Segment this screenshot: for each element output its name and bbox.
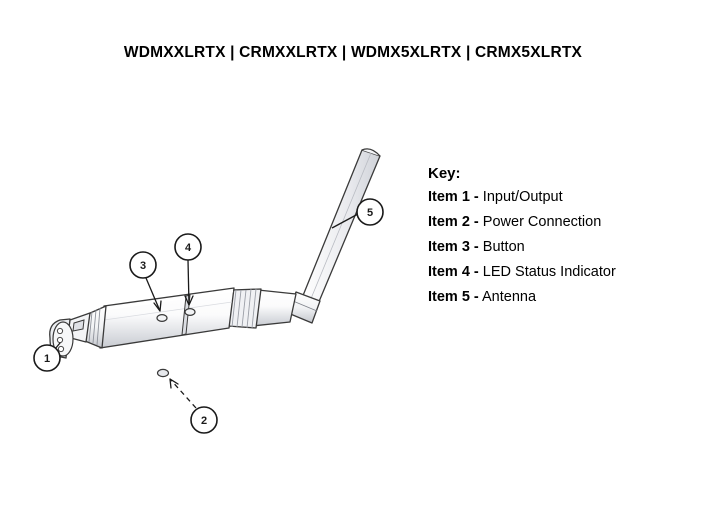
callout-4 (175, 234, 201, 260)
page-title: WDMXXLRTX | CRMXXLRTX | WDMX5XLRTX | CRMX5XLRTX (123, 44, 583, 61)
callout-3 (130, 252, 156, 278)
callout-5-label: 5 (366, 207, 374, 219)
key-item-5 (428, 285, 698, 310)
key-item-4-value: LED Status Indicator (482, 264, 616, 280)
callout-3-label: 3 (139, 260, 147, 272)
antenna-part (288, 149, 380, 323)
key-item-1-value: Input/Output (482, 189, 563, 205)
key-item-2-value: Power Connection (482, 214, 602, 230)
key-item-5-value: Antenna (482, 289, 537, 305)
callout-2 (191, 407, 217, 433)
callout-5 (357, 199, 383, 225)
key-heading: Key: (428, 165, 461, 182)
wireless-transceiver-diagram (0, 90, 430, 490)
key-item-4-label: Item 4 - (428, 264, 479, 280)
key-item-1-label: Item 1 - (428, 189, 479, 205)
callout-1 (34, 345, 60, 371)
led-indicator-feature (185, 309, 195, 316)
diagram-svg (0, 90, 430, 490)
key-item-4 (428, 260, 698, 285)
key-item-2-label: Item 2 - (428, 214, 479, 230)
callout-4-label: 4 (184, 242, 192, 254)
key-item-2 (428, 210, 698, 235)
button-feature (157, 315, 167, 322)
key-item-3 (428, 235, 698, 260)
callout-2-label: 2 (200, 415, 208, 427)
key-item-3-value: Button (482, 239, 525, 255)
key-item-1 (428, 185, 698, 210)
key-item-3-label: Item 3 - (428, 239, 479, 255)
power-connection-feature (158, 369, 169, 376)
callout-1-label: 1 (43, 353, 51, 365)
key-item-5-label: Item 5 - (428, 289, 479, 305)
key-legend (428, 165, 698, 310)
transceiver-body (50, 288, 296, 377)
